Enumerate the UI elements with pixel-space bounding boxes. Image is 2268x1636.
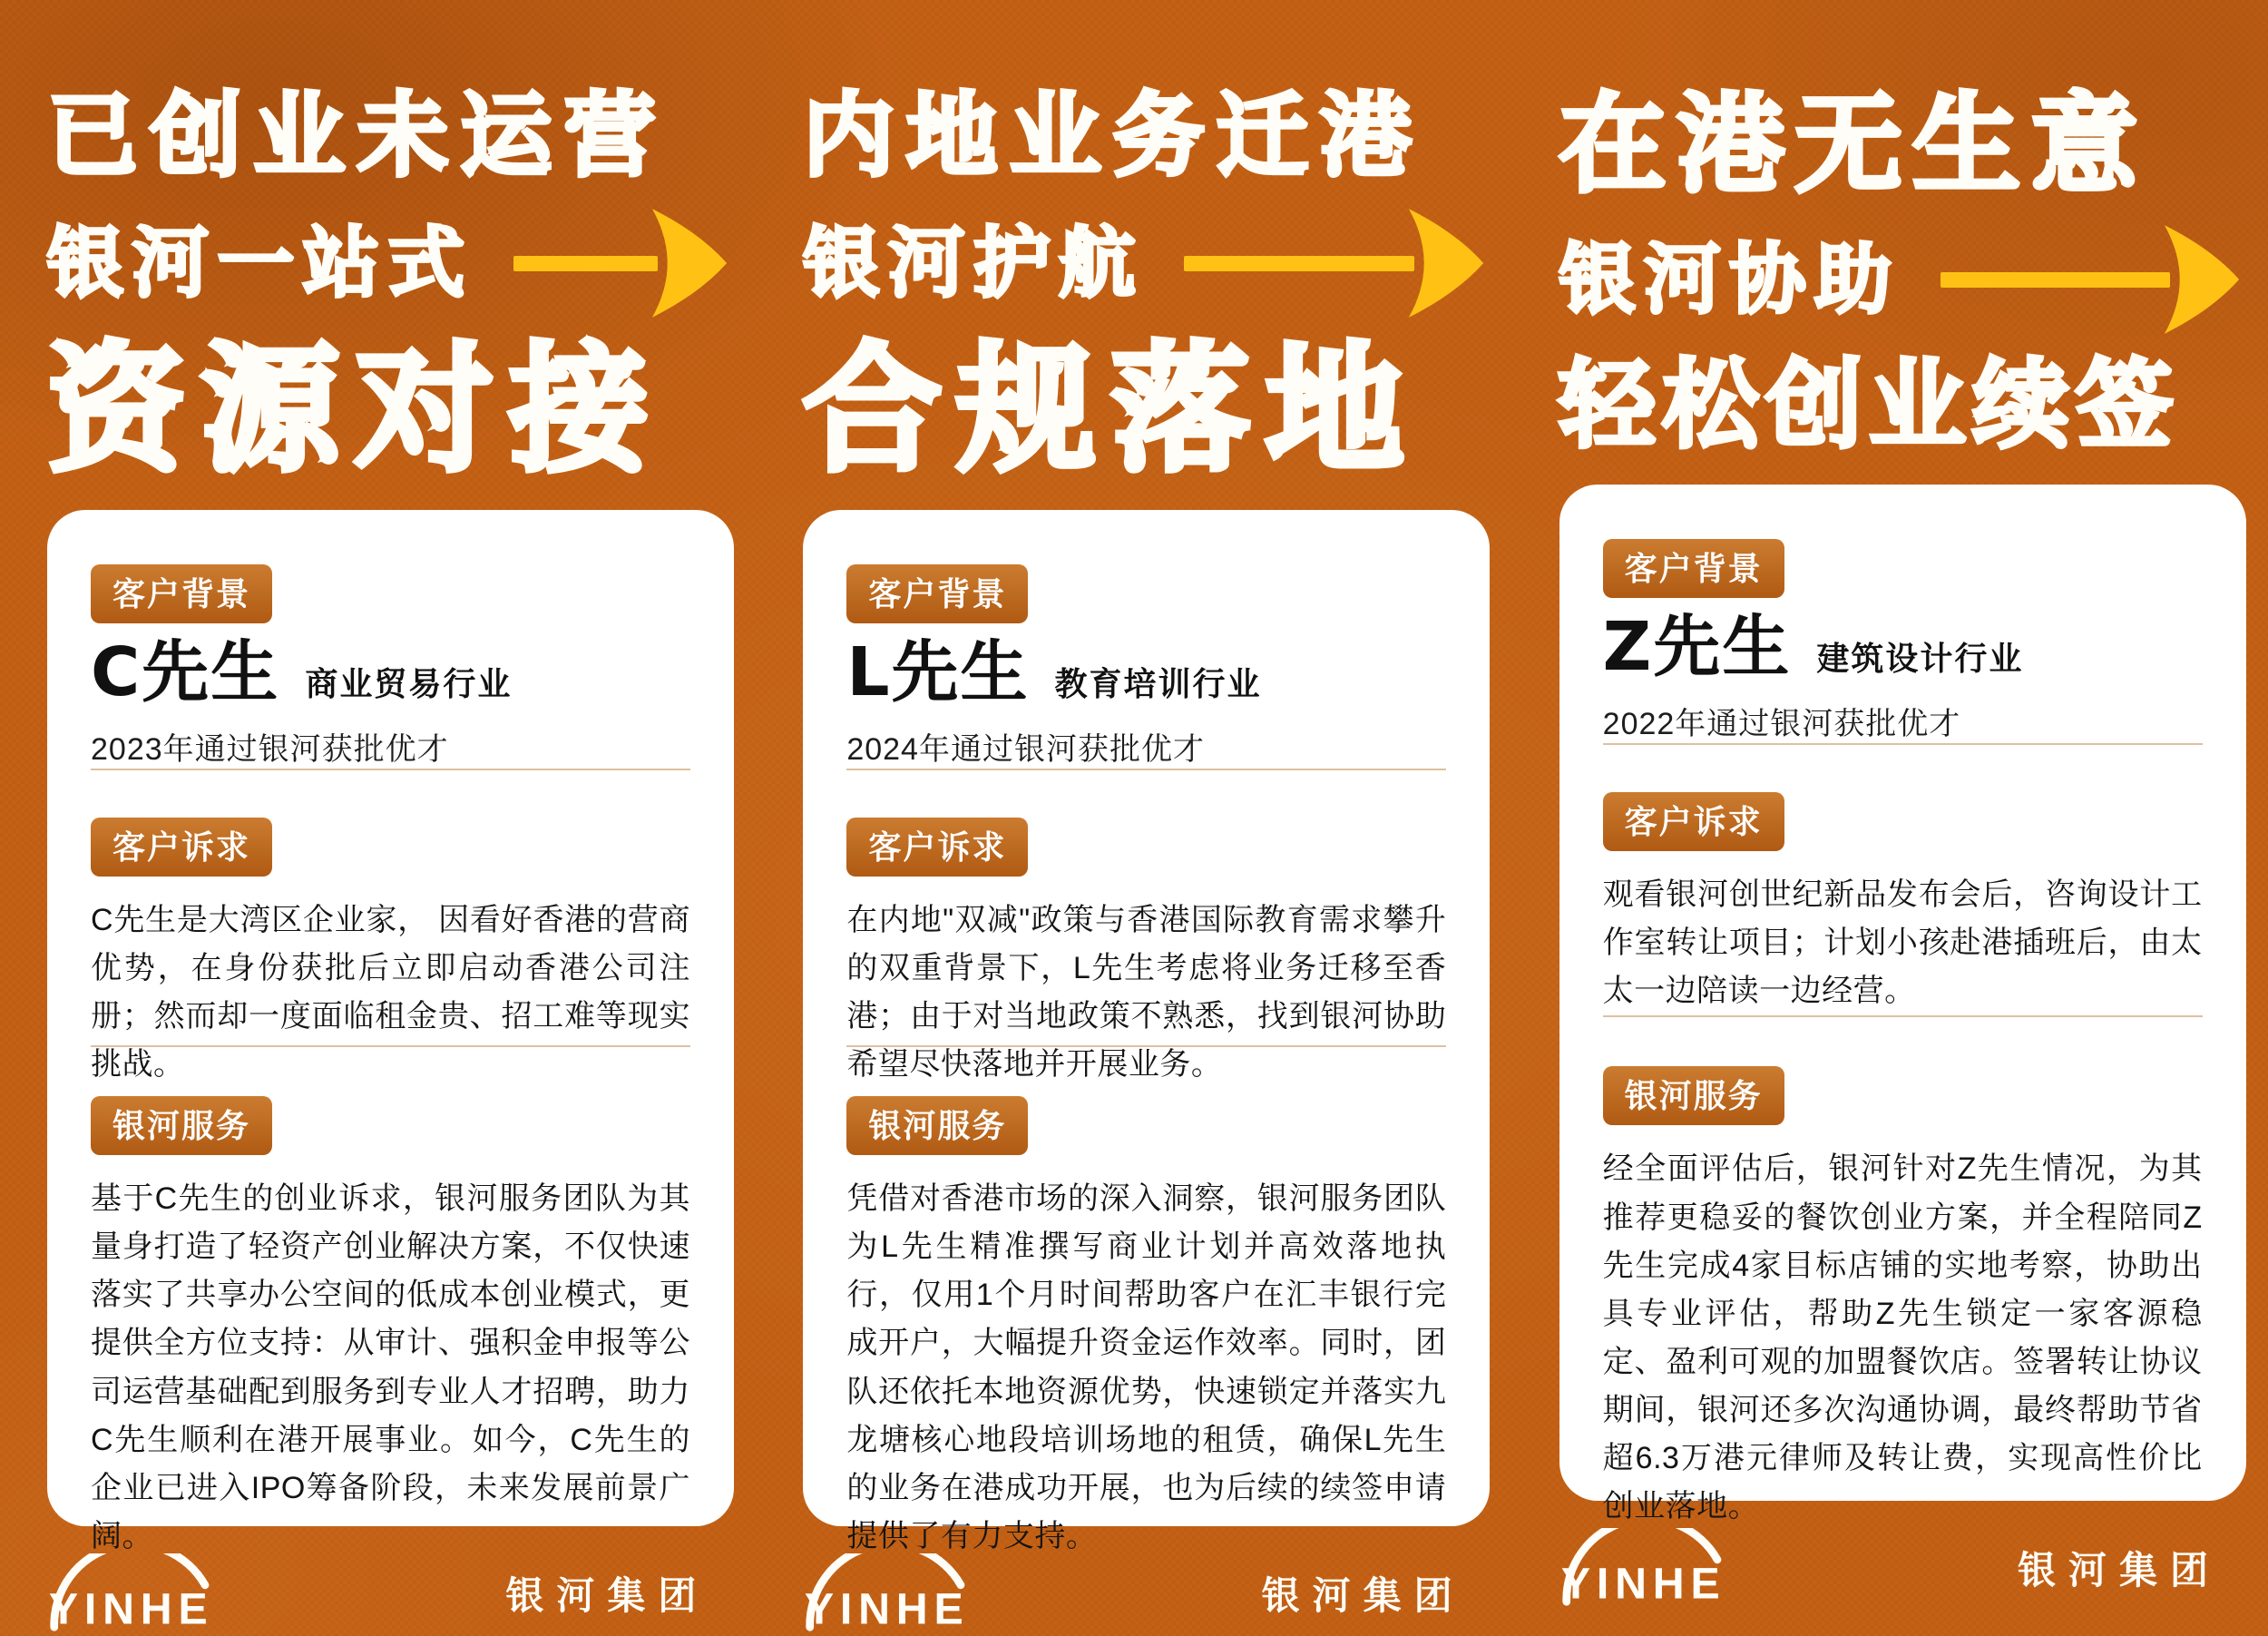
service-section — [846, 1047, 1446, 1560]
service-badge: 银河服务 — [91, 1096, 272, 1155]
headline-line1: 在港无生意 — [1559, 82, 2149, 207]
service-badge: 银河服务 — [846, 1096, 1028, 1155]
panel-case-l — [756, 0, 1511, 1636]
client-industry: 商业贸易行业 — [305, 665, 513, 702]
approval-line: 2024年通过银河获批优才 — [846, 732, 1205, 768]
company-name: 银河集团 — [2017, 1549, 2221, 1592]
approval-line: 2022年通过银河获批优才 — [1602, 707, 1961, 742]
company-name: 银河集团 — [505, 1574, 709, 1617]
headline-line2: 银河护航 — [803, 219, 1145, 308]
yinhe-logo — [1559, 1528, 1770, 1609]
client-background-section — [846, 510, 1446, 769]
service-text: 基于C先生的创业诉求，银河服务团队为其量身打造了轻资产创业解决方案，不仅快速落实了共享办公空间的低成本创业模式，更提供全方位支持：从审计、强积金申报等公司运营基础配到服务到专业人才招聘，助力C先生顺利在港开展事业。如今，C先生的企业已进入IPO筹备阶段，未来发展前景广阔。 — [91, 1181, 690, 1553]
client-industry: 教育培训行业 — [1054, 665, 1262, 702]
panel-case-z — [1512, 0, 2268, 1636]
headline-block — [803, 83, 1490, 490]
need-text: 在内地"双减"政策与香港国际教育需求攀升的双重背景下，L先生考虑将业务迁移至香港；由于对当地政策不熟悉，找到银河协助希望尽快落地并开展业务。 — [846, 903, 1447, 1083]
headline-block — [47, 83, 734, 490]
headline-line1: 已创业未运营 — [47, 83, 668, 189]
client-need-section — [846, 770, 1447, 1083]
client-industry: 建筑设计行业 — [1816, 640, 2024, 677]
background-badge: 客户背景 — [1603, 539, 1784, 598]
client-name: C先生 — [91, 633, 280, 711]
company-name: 银河集团 — [1261, 1574, 1465, 1617]
svg-text:YINHE: YINHE — [1560, 1558, 1726, 1608]
headline-line1: 内地业务迁港 — [803, 83, 1424, 189]
case-card — [1559, 485, 2246, 1523]
yinhe-logo — [803, 1553, 1013, 1634]
svg-text:YINHE: YINHE — [48, 1583, 214, 1633]
need-badge: 客户诉求 — [91, 818, 272, 877]
case-card — [803, 510, 1490, 1553]
headline-line2: 银河协助 — [1559, 235, 1901, 324]
case-card — [47, 510, 734, 1553]
panel-footer — [47, 1526, 734, 1636]
client-need-section — [1603, 745, 2203, 1015]
client-name: Z先生 — [1602, 608, 1792, 686]
service-text: 经全面评估后，银河针对Z先生情况，为其推荐更稳妥的餐饮创业方案，并全程陪同Z先生完成4家目标店铺的实地考察，协助出具专业评估，帮助Z先生锁定一家客源稳定、盈利可观的加盟餐饮店。签署转让协议期间，银河还多次沟通协调，最终帮助节省超6.3万港元律师及转让费，实现高性价比创业落地。 — [1602, 1151, 2203, 1523]
panel-footer — [1559, 1501, 2246, 1636]
headline-line3: 资源对接 — [47, 329, 664, 490]
need-badge: 客户诉求 — [846, 818, 1028, 877]
service-section — [1603, 1017, 2203, 1530]
client-name: L先生 — [846, 633, 1030, 711]
service-badge: 银河服务 — [1603, 1066, 1784, 1125]
headline-line3: 轻松创业续签 — [1559, 349, 2180, 461]
background-badge: 客户背景 — [846, 564, 1028, 623]
approval-line: 2023年通过银河获批优才 — [91, 732, 449, 768]
panel-footer — [803, 1526, 1490, 1636]
need-badge: 客户诉求 — [1603, 792, 1784, 851]
arrow-right-icon — [1184, 206, 1484, 320]
client-background-section — [1603, 485, 2203, 743]
panel-case-c — [0, 0, 756, 1636]
need-text: C先生是大湾区企业家， 因看好香港的营商优势，在身份获批后立即启动香港公司注册；然而却一度面临租金贵、招工难等现实挑战。 — [91, 903, 690, 1083]
client-need-section — [91, 770, 690, 1083]
yinhe-logo — [47, 1553, 258, 1634]
arrow-right-icon — [1941, 222, 2241, 337]
headline-line2: 银河一站式 — [47, 219, 474, 308]
background-badge: 客户背景 — [91, 564, 272, 623]
headline-block — [1559, 82, 2246, 461]
service-text: 凭借对香港市场的深入洞察，银河服务团队为L先生精准撰写商业计划并高效落地执行，仅用1个月时间帮助客户在汇丰银行完成开户，大幅提升资金运作效率。同时，团队还依托本地资源优势，快速锁定并落实九龙塘核心地段培训场地的租赁，确保L先生的业务在港成功开展，也为后续的续签申请提供了有力支持。 — [846, 1181, 1447, 1553]
svg-text:YINHE: YINHE — [805, 1583, 970, 1633]
service-section — [91, 1047, 690, 1560]
client-background-section — [91, 510, 690, 769]
headline-line3: 合规落地 — [803, 329, 1421, 490]
arrow-right-icon — [513, 206, 728, 320]
need-text: 观看银河创世纪新品发布会后，咨询设计工作室转让项目；计划小孩赴港插班后，由太太一边陪读一边经营。 — [1602, 877, 2203, 1009]
